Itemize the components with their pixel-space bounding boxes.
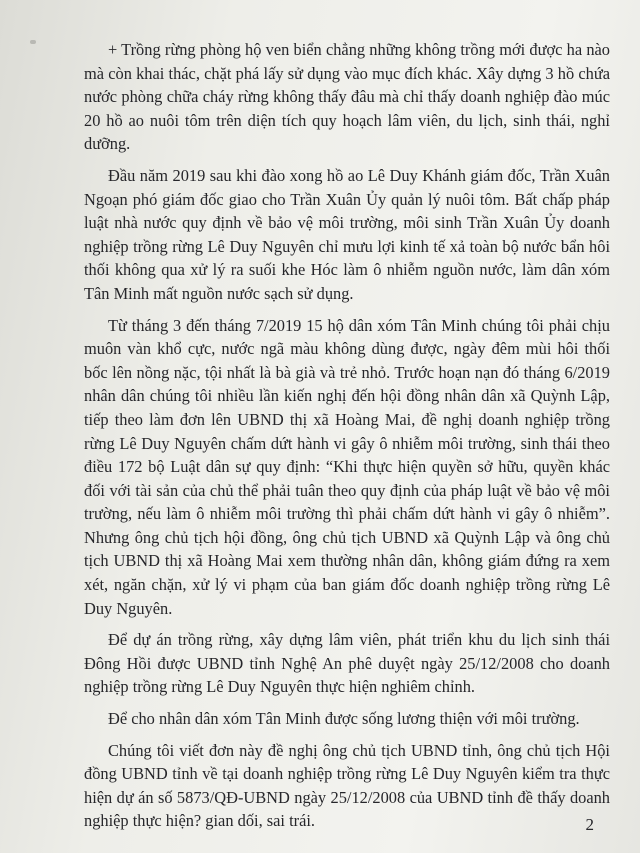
paragraph-shrimp-farming: Đầu năm 2019 sau khi đào xong hồ ao Lê Duy Khánh giám đốc, Trần Xuân Ngoạn phó giám đốc giao cho Trần Xuân Ủy quản lý nuôi tôm. Bất chấp pháp luật nhà nước quy định về bảo vệ môi trường, môi sinh Trần Xuân Ủy doanh nghiệp trồng rừng Lê Duy Nguyên chỉ mưu lợi kinh tế xả toàn bộ nước bẩn hôi thối không qua xử lý ra suối khe Hóc làm ô nhiễm nguồn nước, làm dân xóm Tân Minh mất nguồn nước sạch sử dụng.: [84, 165, 610, 303]
page-number: 2: [585, 815, 594, 834]
paragraph-pollution-complaint: Từ tháng 3 đến tháng 7/2019 15 hộ dân xóm Tân Minh chúng tôi phải chịu muôn vàn khổ cực, nước ngã màu không dùng được, ngày đêm mùi hôi thối bốc lên nồng nặc, tội nhất là bà già và trẻ nhỏ. Trước hoạn nạn đó tháng 6/2019 nhân dân chúng tôi nhiều lần kiến nghị đến hội đồng nhân dân xã Quỳnh Lập, tiếp theo làm đơn lên UBND thị xã Hoàng Mai, đề nghị doanh nghiệp trồng rừng Lê Duy Nguyên chấm dứt hành vi gây ô nhiễm môi trường, sinh thái theo điều 172 bộ Luật dân sự quy định: “Khi thực hiện quyền sở hữu, quyền khác đối với tài sản của chủ thể phải tuân theo quy định của pháp luật về bảo vệ môi trường, nếu làm ô nhiễm môi trường thì phải chấm dứt hành vi gây ô nhiễm”. Nhưng ông chủ tịch hội đồng, ông chủ tịch UBND xã Quỳnh Lập và ông chủ tịch UBND thị xã Hoàng Mai xem thường nhân dân, không giám đứng ra xem xét, ngăn chặn, xử lý vi phạm của ban giám đốc doanh nghiệp trồng rừng Lê Duy Nguyên.: [84, 315, 610, 618]
paragraph-project-approval: Để dự án trồng rừng, xây dựng lâm viên, phát triển khu du lịch sinh thái Đông Hồi được UBND tỉnh Nghệ An phê duyệt ngày 25/12/2008 cho doanh nghiệp trồng rừng Lê Duy Nguyên thực hiện nghiêm chỉnh.: [84, 630, 610, 697]
paragraph-request: Chúng tôi viết đơn này đề nghị ông chủ tịch UBND tỉnh, ông chủ tịch Hội đồng UBND tỉnh về tại doanh nghiệp trồng rừng Lê Duy Nguyên kiểm tra thực hiện dự án số 5873/QĐ-UBND ngày 25/12/2008 của UBND tỉnh đề thấy doanh nghiệp thực hiện? gian dối, sai trái.: [84, 740, 610, 831]
paper-speck: [30, 40, 36, 44]
paragraph-reforestation: + Trồng rừng phòng hộ ven biển chẳng những không trồng mới được ha nào mà còn khai thác, chặt phá lấy sử dụng vào mục đích khác. Xây dựng 3 hồ chứa nước phòng chữa cháy rừng không thấy đâu mà chỉ thấy doanh nghiệp đào múc 20 hồ ao nuôi tôm trên diện tích quy hoạch lâm viên, du lịch, sinh thái, nghỉ dưỡng.: [84, 40, 610, 154]
paragraph-residents: Để cho nhân dân xóm Tân Minh được sống lương thiện với môi trường.: [108, 709, 580, 729]
